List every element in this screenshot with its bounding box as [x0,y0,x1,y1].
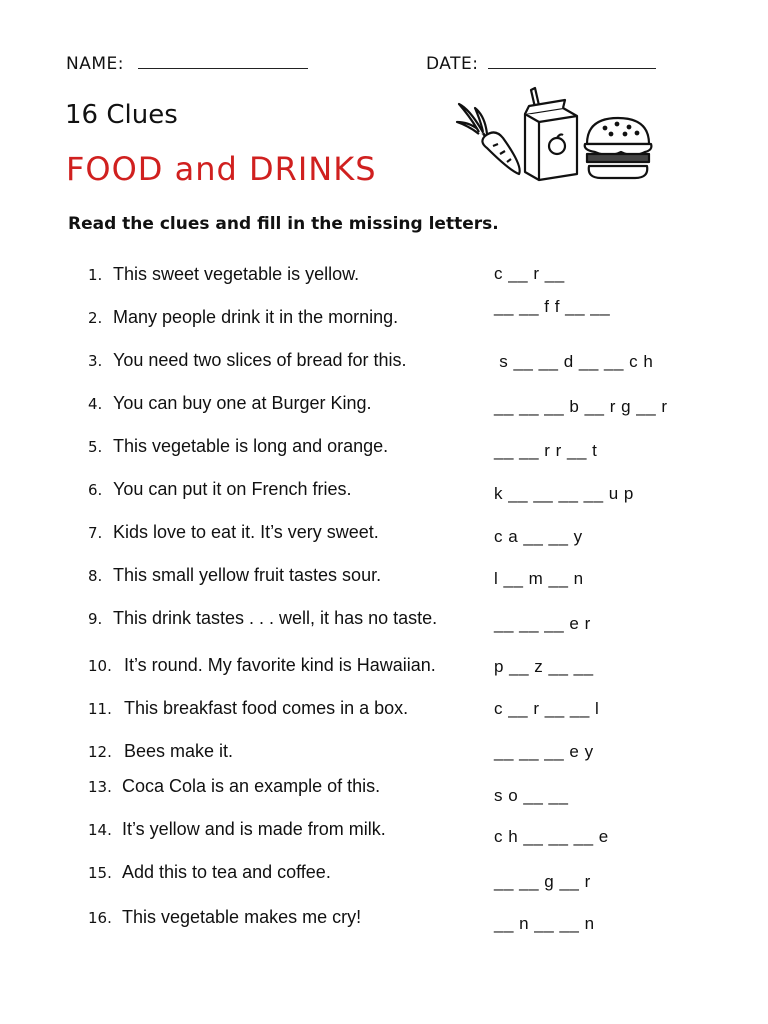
answer-blank[interactable]: __ __ __ e r [494,614,591,633]
answer-blank[interactable]: __ __ g __ r [494,872,591,891]
juice-box-icon [525,88,577,180]
clue-text: You can buy one at Burger King. [113,393,372,413]
clue-text: This drink tastes . . . well, it has no taste. [113,608,438,628]
answer-blank[interactable]: __ __ __ e y [494,742,594,761]
answer-blank[interactable]: l __ m __ n [494,569,584,588]
hamburger-icon [585,118,652,178]
clue-text: This vegetable is long and orange. [113,436,389,456]
clue-number: 13. [88,778,112,796]
clue-text: Add this to tea and coffee. [122,862,331,882]
clue-number: 11. [88,700,112,718]
answer-blank[interactable]: s __ __ d __ __ c h [494,352,654,371]
answer-blank[interactable]: c __ r __ __ l [494,699,600,718]
clue-number: 3. [88,352,103,370]
answer-blank[interactable]: s o __ __ [494,786,569,805]
clue-text: It’s yellow and is made from milk. [122,819,386,839]
food-clipart [445,86,660,190]
clue-text: This breakfast food comes in a box. [124,698,409,718]
clue-number: 15. [88,864,112,882]
clue-count-heading: 16 Clues [65,100,178,130]
answer-blank[interactable]: c __ r __ [494,264,565,283]
date-field[interactable] [426,54,656,74]
name-field[interactable] [66,54,308,74]
clue-number: 8. [88,567,103,585]
clue-text: Many people drink it in the morning. [113,307,399,327]
food-clipart-svg [445,86,660,186]
answer-blank[interactable]: __ __ f f __ __ [494,297,611,316]
clue-text: It’s round. My favorite kind is Hawaiian. [124,655,436,675]
answer-blank[interactable]: __ __ __ b __ r g __ r [494,397,668,416]
answer-blank[interactable]: c a __ __ y [494,527,583,546]
clue-text: This small yellow fruit tastes sour. [113,565,382,585]
page-title: FOOD and DRINKS [66,150,377,188]
clue-number: 7. [88,524,103,542]
clue-text: You can put it on French fries. [113,479,352,499]
clue-number: 16. [88,909,112,927]
clue-number: 9. [88,610,103,628]
clue-text: You need two slices of bread for this. [113,350,407,370]
clue-text: This sweet vegetable is yellow. [113,264,360,284]
clue-number: 1. [88,266,103,284]
name-blank-line[interactable] [138,58,308,69]
answer-blank[interactable]: p __ z __ __ [494,657,594,676]
date-blank-line[interactable] [488,58,656,69]
clue-text: Kids love to eat it. It’s very sweet. [113,522,379,542]
instructions: Read the clues and fill in the missing letters. [68,214,499,234]
clue-number: 5. [88,438,103,456]
clue-number: 6. [88,481,103,499]
answer-blank[interactable]: c h __ __ __ e [494,827,609,846]
clue-text: This vegetable makes me cry! [122,907,362,927]
clue-number: 12. [88,743,112,761]
clue-number: 4. [88,395,103,413]
date-label: DATE: [426,54,479,74]
clue-text: Coca Cola is an example of this. [122,776,381,796]
clue-text: Bees make it. [124,741,234,761]
clue-number: 2. [88,309,103,327]
answer-blank[interactable]: k __ __ __ __ u p [494,484,634,503]
answer-blank[interactable]: __ __ r r __ t [494,441,598,460]
clue-number: 10. [88,657,112,675]
clue-number: 14. [88,821,112,839]
carrot-icon [457,104,520,174]
answer-blank[interactable]: __ n __ __ n [494,914,595,933]
name-label: NAME: [66,54,124,74]
